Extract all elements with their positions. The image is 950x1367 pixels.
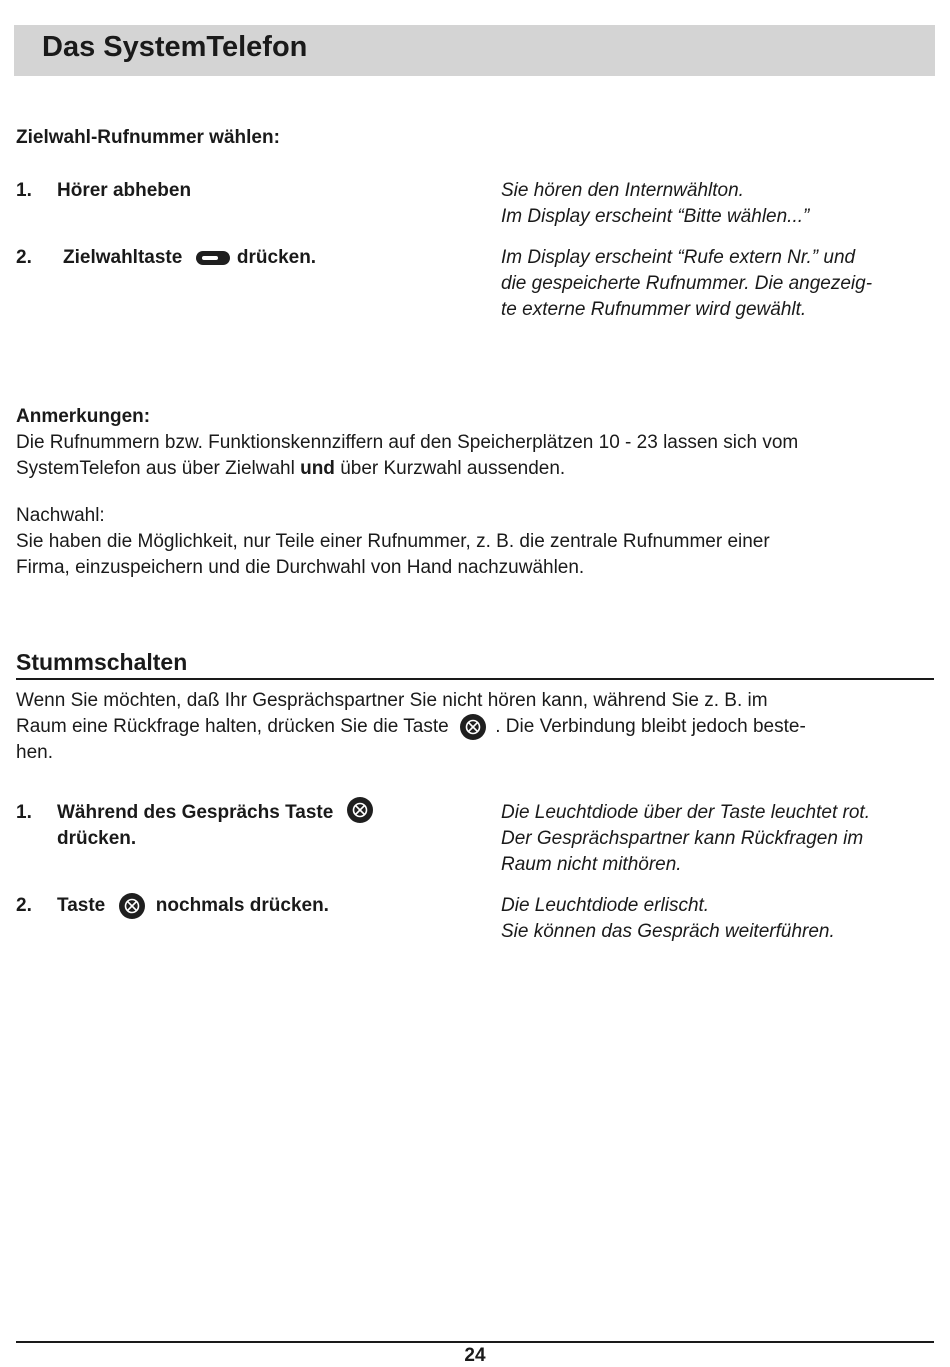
speed-dial-key-icon (196, 251, 230, 265)
step-action-text: drücken. (236, 247, 317, 268)
mute-key-icon (347, 797, 373, 823)
step-result (501, 800, 870, 878)
step-number: 1. (16, 802, 32, 823)
paragraph-line: Die Rufnummern bzw. Funktionskennziffern auf den Speicherplätzen 10 - 23 lassen sich vom (16, 432, 799, 453)
step-action-text: Während des Gesprächs Taste (57, 802, 334, 823)
paragraph-line: Wenn Sie möchten, daß Ihr Gesprächspartner Sie nicht hören kann, während Sie z. B. im (16, 690, 768, 711)
step-result (501, 245, 872, 323)
step-action-text: drücken. (57, 828, 137, 849)
step-action (63, 245, 316, 271)
nachwahl-label: Nachwahl: (16, 505, 105, 526)
paragraph-text: über Kurzwahl aussenden. (334, 458, 566, 479)
paragraph-line: Firma, einzuspeichern und die Durchwahl von Hand nachzuwählen. (16, 557, 585, 578)
step-number: 2. (16, 895, 32, 916)
step-action-text: Zielwahltaste (63, 247, 183, 268)
page-title: Das SystemTelefon (42, 31, 308, 63)
page-number: 24 (464, 1345, 486, 1366)
step-action: Hörer abheben (57, 180, 192, 201)
step-result-line: Im Display erscheint “Bitte wählen...” (501, 206, 810, 227)
paragraph-bold-text: und (300, 458, 335, 479)
step-action (57, 800, 373, 826)
step-result-line: Die Leuchtdiode erlischt. (501, 895, 710, 916)
zielwahl-heading: Zielwahl-Rufnummer wählen: (16, 127, 280, 148)
step-result-line: Raum nicht mithören. (501, 854, 682, 875)
step-number: 2. (16, 247, 32, 268)
step-result-line: te externe Rufnummer wird gewählt. (501, 299, 807, 320)
stummschalten-heading: Stummschalten (16, 649, 188, 675)
paragraph-line: hen. (16, 742, 53, 763)
step-result-line: Im Display erscheint “Rufe extern Nr.” und (501, 247, 856, 268)
anmerkungen-heading: Anmerkungen: (16, 406, 151, 427)
footer-divider (16, 1341, 934, 1343)
step-result-line: Die Leuchtdiode über der Taste leuchtet rot. (501, 802, 870, 823)
paragraph-line: Sie haben die Möglichkeit, nur Teile einer Rufnummer, z. B. die zentrale Rufnummer einer (16, 531, 770, 552)
step-action (57, 893, 329, 919)
paragraph-line (16, 714, 806, 740)
mute-key-icon (460, 714, 486, 740)
paragraph-line (16, 456, 565, 482)
paragraph-text: . Die Verbindung bleibt jedoch beste- (495, 716, 806, 738)
step-result-line: Der Gesprächspartner kann Rückfragen im (501, 828, 864, 849)
step-result-line: Sie hören den Internwählton. (501, 180, 744, 201)
step-result (501, 893, 835, 945)
step-result-line: die gespeicherte Rufnummer. Die angezeig- (501, 273, 873, 294)
step-result (501, 178, 809, 230)
mute-key-icon (119, 893, 145, 919)
section-divider (16, 678, 934, 680)
step-result-line: Sie können das Gespräch weiterführen. (501, 921, 835, 942)
step-action-text: nochmals drücken. (155, 895, 329, 917)
step-action-text: Taste (57, 895, 106, 917)
step-number: 1. (16, 180, 32, 201)
paragraph-text: Raum eine Rückfrage halten, drücken Sie die Taste (16, 716, 449, 738)
paragraph-text: SystemTelefon aus über Zielwahl (16, 458, 301, 479)
